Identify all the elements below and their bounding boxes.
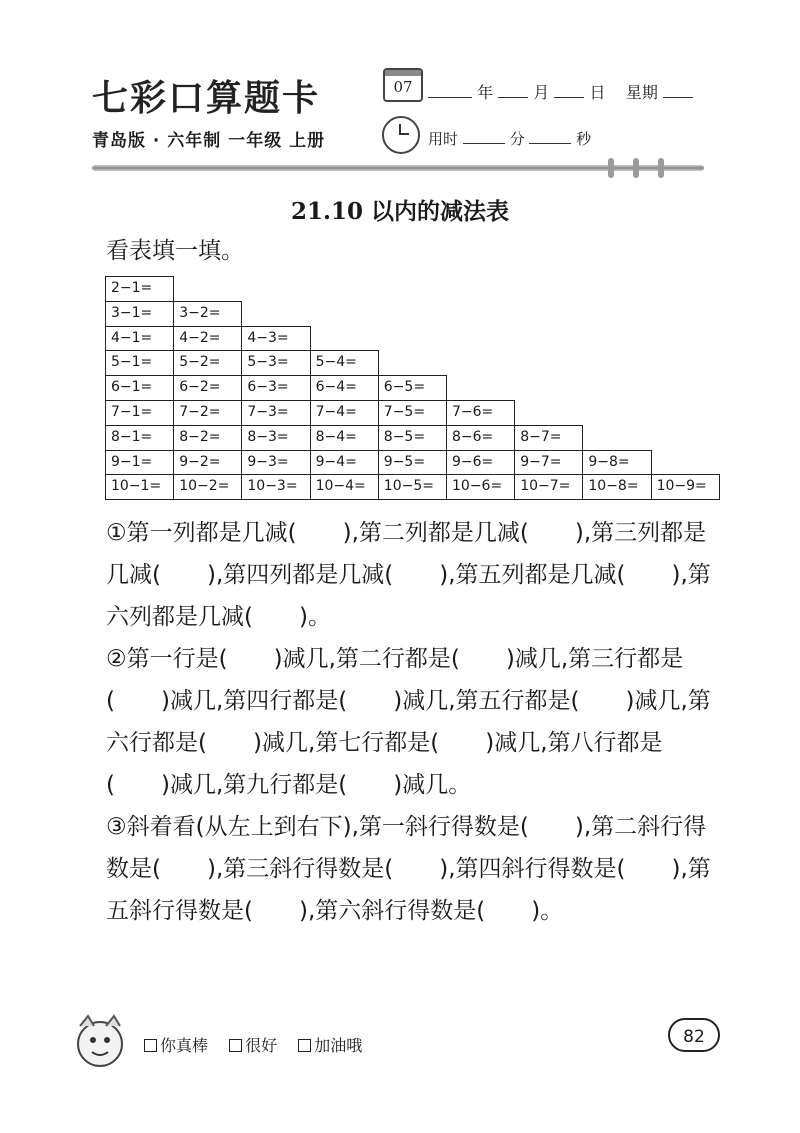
table-cell: 9−2= xyxy=(173,450,242,476)
lesson-title: 21.10 以内的减法表 xyxy=(290,198,510,225)
checkbox-icon[interactable] xyxy=(298,1039,311,1052)
table-cell: 6−2= xyxy=(173,375,242,401)
table-cell: 10−8= xyxy=(582,474,651,500)
table-cell: 8−7= xyxy=(514,425,583,451)
time-used-label: 用时 xyxy=(428,130,459,148)
timing-fields xyxy=(428,128,591,149)
minutes-blank[interactable] xyxy=(463,143,505,144)
table-cell: 3−1= xyxy=(105,301,174,327)
table-cell: 8−3= xyxy=(241,425,310,451)
checkbox-icon[interactable] xyxy=(144,1039,157,1052)
table-cell: 10−6= xyxy=(446,474,515,500)
questions xyxy=(106,512,726,932)
table-cell: 10−9= xyxy=(651,474,720,500)
seconds-label: 秒 xyxy=(576,130,592,148)
table-cell: 9−4= xyxy=(310,450,379,476)
table-cell: 7−3= xyxy=(241,400,310,426)
table-cell: 10−2= xyxy=(173,474,242,500)
table-cell: 8−2= xyxy=(173,425,242,451)
table-cell: 3−2= xyxy=(173,301,242,327)
rating-options xyxy=(144,1033,378,1056)
rating-label: 你真棒 xyxy=(160,1036,209,1055)
table-cell: 6−1= xyxy=(105,375,174,401)
minutes-label: 分 xyxy=(509,130,525,148)
table-cell: 9−6= xyxy=(446,450,515,476)
date-fields xyxy=(428,80,693,103)
table-cell: 9−3= xyxy=(241,450,310,476)
question-3: ③斜着看(从左上到右下),第一斜行得数是( ),第二斜行得数是( ),第三斜行得数是( ),第四斜行得数是( ),第五斜行得数是( ),第六斜行得数是( )。 xyxy=(106,814,711,924)
table-cell: 9−5= xyxy=(378,450,447,476)
calendar-day: 07 xyxy=(393,78,413,96)
day-label: 日 xyxy=(589,83,606,102)
table-cell: 7−5= xyxy=(378,400,447,426)
day-blank[interactable] xyxy=(554,97,584,98)
clock-icon xyxy=(382,116,420,154)
table-cell: 10−5= xyxy=(378,474,447,500)
page-number: 82 xyxy=(668,1018,720,1052)
table-cell: 4−3= xyxy=(241,326,310,352)
year-blank[interactable] xyxy=(428,97,472,98)
table-cell: 10−7= xyxy=(514,474,583,500)
table-cell: 8−6= xyxy=(446,425,515,451)
table-cell: 10−3= xyxy=(241,474,310,500)
rating-great[interactable] xyxy=(144,1036,208,1055)
edition-label: 青岛版 · 六年制 一年级 上册 xyxy=(92,131,326,151)
mascot-icon xyxy=(70,1010,132,1072)
table-cell: 5−2= xyxy=(173,350,242,376)
binder-pin-icon xyxy=(658,158,664,178)
table-cell: 4−1= xyxy=(105,326,174,352)
table-cell: 6−5= xyxy=(378,375,447,401)
seconds-blank[interactable] xyxy=(529,143,571,144)
checkbox-icon[interactable] xyxy=(229,1039,242,1052)
calendar-icon xyxy=(383,68,423,102)
table-cell: 9−1= xyxy=(105,450,174,476)
table-cell: 10−1= xyxy=(105,474,174,500)
month-label: 月 xyxy=(533,83,550,102)
rating-keep-going[interactable] xyxy=(298,1036,362,1055)
table-cell: 8−5= xyxy=(378,425,447,451)
table-cell: 8−4= xyxy=(310,425,379,451)
binder-pin-icon xyxy=(633,158,639,178)
year-label: 年 xyxy=(477,83,494,102)
weekday-label: 星期 xyxy=(625,83,658,102)
instruction: 看表填一填。 xyxy=(106,238,244,264)
question-2: ②第一行是( )减几,第二行都是( )减几,第三行都是( )减几,第四行都是( )减几,第五行都是( )减几,第六行都是( )减几,第七行都是( )减几,第八行都是( )减几,第九行都是( )减几。 xyxy=(106,646,711,798)
table-cell: 6−4= xyxy=(310,375,379,401)
table-cell: 7−4= xyxy=(310,400,379,426)
binder-pin-icon xyxy=(608,158,614,178)
table-cell: 5−3= xyxy=(241,350,310,376)
table-cell: 7−6= xyxy=(446,400,515,426)
table-cell: 7−1= xyxy=(105,400,174,426)
brand-title: 七彩口算题卡 xyxy=(92,77,321,119)
table-cell: 2−1= xyxy=(105,276,174,302)
table-cell: 7−2= xyxy=(173,400,242,426)
table-cell: 8−1= xyxy=(105,425,174,451)
rating-label: 很好 xyxy=(245,1036,278,1055)
rating-good[interactable] xyxy=(229,1036,277,1055)
table-cell: 6−3= xyxy=(241,375,310,401)
table-cell: 5−1= xyxy=(105,350,174,376)
month-blank[interactable] xyxy=(498,97,528,98)
rating-label: 加油哦 xyxy=(314,1036,363,1055)
weekday-blank[interactable] xyxy=(663,97,693,98)
table-cell: 9−7= xyxy=(514,450,583,476)
question-1: ①第一列都是几减( ),第二列都是几减( ),第三列都是几减( ),第四列都是几减( ),第五列都是几减( ),第六列都是几减( )。 xyxy=(106,520,711,630)
table-cell: 10−4= xyxy=(310,474,379,500)
table-cell: 9−8= xyxy=(582,450,651,476)
table-cell: 5−4= xyxy=(310,350,379,376)
table-cell: 4−2= xyxy=(173,326,242,352)
